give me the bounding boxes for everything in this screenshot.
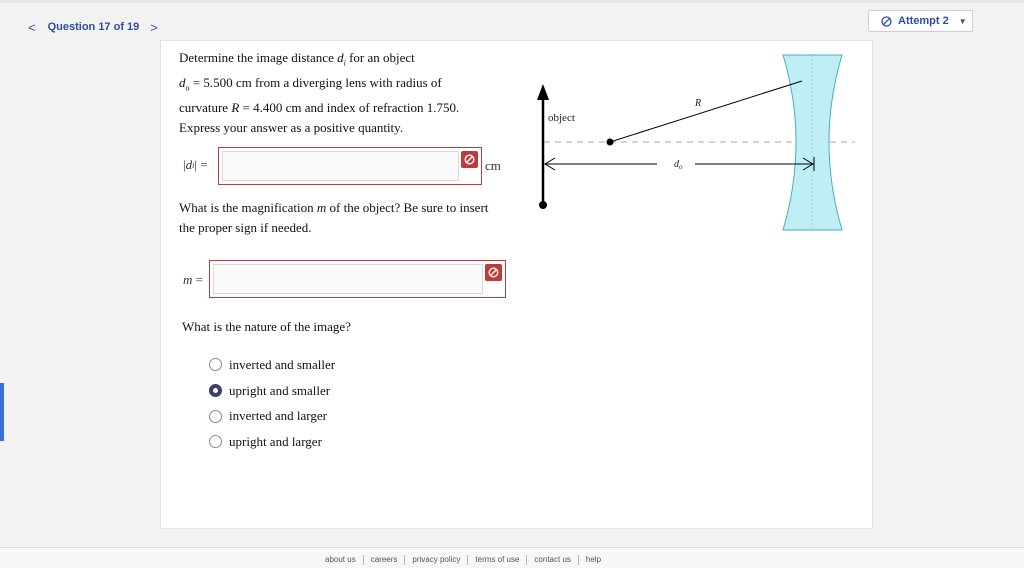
radio-button[interactable] — [209, 435, 222, 448]
footer-link-careers[interactable]: careers — [364, 555, 406, 565]
option-inverted-smaller[interactable] — [209, 352, 335, 378]
question2-text — [179, 198, 509, 238]
prev-question-button[interactable]: < — [28, 19, 36, 35]
footer-link-terms[interactable]: terms of use — [468, 555, 527, 565]
option-label: upright and smaller — [229, 382, 331, 398]
var-d: d — [179, 75, 186, 91]
option-inverted-larger[interactable] — [209, 403, 335, 429]
abs-bar: | — [183, 157, 186, 172]
radio-button-selected[interactable] — [209, 384, 222, 397]
next-question-button[interactable]: > — [150, 19, 158, 35]
distance-sub: o — [679, 163, 683, 171]
ban-icon — [464, 154, 475, 165]
option-label: inverted and smaller — [229, 356, 336, 372]
radio-button[interactable] — [209, 410, 222, 423]
distance-label — [674, 159, 683, 171]
left-focus-marker — [0, 383, 4, 441]
q-text-part: of the object? Be sure to insert — [326, 200, 489, 215]
top-border — [0, 0, 1024, 3]
object-label: object — [548, 112, 575, 124]
footer-links — [318, 555, 608, 565]
answer1-label — [183, 157, 208, 173]
attempt-label: Attempt 2 — [898, 15, 949, 27]
object-base-dot — [539, 201, 547, 209]
image-nature-options — [209, 352, 335, 455]
q-text-part: Determine the image distance — [179, 50, 338, 65]
ban-icon — [488, 267, 499, 278]
footer-link-help[interactable]: help — [585, 555, 602, 564]
q-text-part: the proper sign if needed. — [179, 220, 312, 235]
q-text-part: What is the magnification — [179, 200, 317, 215]
center-of-curvature-dot — [607, 139, 614, 146]
footer-link-about[interactable]: about us — [318, 555, 364, 565]
var-m: m — [183, 272, 193, 287]
magnification-input[interactable] — [213, 264, 483, 294]
q-instruction: Express your answer as a positive quantity. — [179, 119, 404, 135]
question3-text: What is the nature of the image? — [182, 319, 351, 334]
option-label: upright and larger — [229, 433, 322, 449]
question-nav — [28, 18, 158, 36]
answer1-field-frame — [218, 147, 482, 185]
sub-i: i — [192, 160, 195, 170]
error-badge[interactable] — [485, 264, 502, 281]
answer2-label — [183, 272, 203, 288]
footer-link-contact[interactable]: contact us — [527, 555, 578, 565]
footer-link-privacy[interactable]: privacy policy — [405, 555, 468, 565]
sub-i: i — [343, 58, 346, 68]
option-label: inverted and larger — [229, 408, 327, 424]
q-text-part: = 5.500 cm from a diverging lens with radius of — [189, 75, 442, 91]
equals: | = — [194, 157, 208, 172]
equals: = — [192, 272, 203, 287]
var-m: m — [316, 200, 327, 215]
q-text-part: curvature — [179, 100, 232, 116]
lens-diagram — [520, 50, 860, 240]
error-badge[interactable] — [461, 151, 478, 168]
attempt-dropdown[interactable] — [868, 10, 973, 32]
q-text-part: = 4.400 cm and index of refraction 1.750. — [239, 100, 460, 116]
option-upright-larger[interactable] — [209, 429, 335, 455]
var-d: d — [337, 50, 344, 65]
question-text — [179, 48, 499, 137]
q-text-part: for an object — [345, 50, 415, 65]
radio-button[interactable] — [209, 358, 222, 371]
question-counter: Question 17 of 19 — [47, 21, 140, 33]
ban-icon — [881, 16, 892, 27]
arrow-head — [537, 84, 549, 100]
option-upright-smaller[interactable] — [209, 378, 335, 404]
answer2-field-frame — [209, 260, 506, 298]
unit-label: cm — [485, 158, 501, 173]
radius-label: R — [695, 98, 702, 109]
caret-down-icon: ▼ — [958, 16, 967, 26]
image-distance-input[interactable] — [222, 151, 459, 181]
sub-o: o — [185, 83, 190, 93]
var-d: d — [185, 157, 193, 172]
distance-var: d — [674, 159, 679, 170]
var-r: R — [231, 100, 240, 116]
radius-line — [610, 81, 802, 142]
